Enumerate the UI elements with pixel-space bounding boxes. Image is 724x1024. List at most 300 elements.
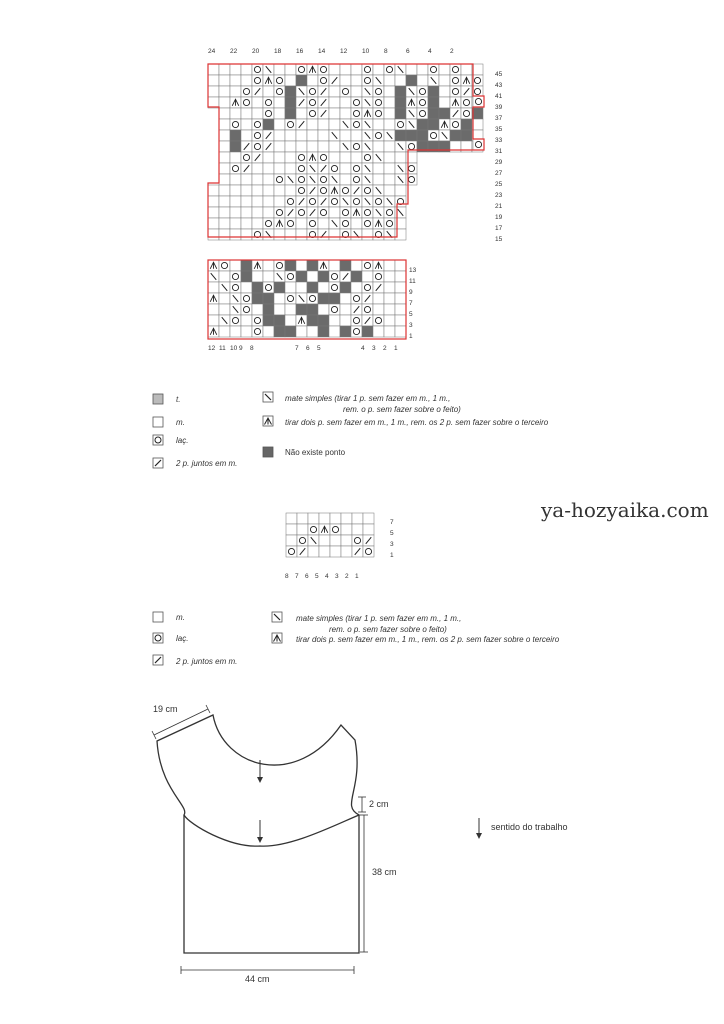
- chart-cell: [285, 282, 296, 293]
- chart3-col-label: 4: [325, 573, 329, 580]
- chart-cell: [428, 97, 439, 108]
- chart-cell: [340, 64, 351, 75]
- chart-cell: [373, 108, 384, 119]
- chart-cell: [318, 304, 329, 315]
- chart1-col-label: 4: [428, 48, 432, 55]
- chart-cell: [296, 218, 307, 229]
- chart2-row-label: 9: [409, 289, 413, 296]
- chart-cell: [241, 260, 252, 271]
- chart-cell: [439, 97, 450, 108]
- chart-cell: [373, 293, 384, 304]
- chart-cell: [362, 218, 373, 229]
- chart-cell: [450, 119, 461, 130]
- chart-cell: [417, 75, 428, 86]
- chart-cell: [285, 119, 296, 130]
- chart-cell: [252, 315, 263, 326]
- chart-cell: [341, 535, 352, 546]
- chart1-row-label: 17: [495, 225, 503, 232]
- chart-cell: [341, 524, 352, 535]
- chart-cell: [318, 185, 329, 196]
- chart-cell: [285, 293, 296, 304]
- chart-cell: [241, 207, 252, 218]
- chart-cell: [230, 163, 241, 174]
- chart-cell: [395, 293, 406, 304]
- chart-cell: [461, 119, 472, 130]
- chart-cell: [329, 97, 340, 108]
- chart-cell: [252, 119, 263, 130]
- chart-cell: [351, 196, 362, 207]
- chart-cell: [307, 315, 318, 326]
- chart-cell: [230, 86, 241, 97]
- chart-cell: [219, 326, 230, 337]
- direction-label: sentido do trabalho: [491, 822, 568, 832]
- chart-cell: [373, 86, 384, 97]
- chart-cell: [340, 75, 351, 86]
- chart-cell: [263, 163, 274, 174]
- chart-cell: [230, 185, 241, 196]
- chart-cell: [263, 218, 274, 229]
- chart-cell: [329, 152, 340, 163]
- chart-cell: [461, 97, 472, 108]
- chart-cell: [428, 108, 439, 119]
- chart-cell: [274, 64, 285, 75]
- chart-cell: [263, 207, 274, 218]
- legend-no-stitch-swatch: [263, 447, 273, 457]
- chart-cell: [351, 130, 362, 141]
- chart-cell: [395, 108, 406, 119]
- ssk-icon: [272, 612, 282, 622]
- chart-cell: [307, 218, 318, 229]
- chart-cell: [263, 326, 274, 337]
- chart-cell: [263, 97, 274, 108]
- chart-cell: [363, 524, 374, 535]
- chart-cell: [472, 119, 483, 130]
- chart-cell: [340, 185, 351, 196]
- chart-cell: [406, 75, 417, 86]
- chart1-row-label: 35: [495, 126, 503, 133]
- chart-cell: [274, 163, 285, 174]
- chart-cell: [263, 108, 274, 119]
- chart-cell: [318, 174, 329, 185]
- chart-cell: [329, 86, 340, 97]
- chart-cell: [285, 315, 296, 326]
- legend2-mate-line1: mate simples (tirar 1 p. sem fazer em m., 1 m.,: [296, 614, 462, 623]
- chart-cell: [461, 130, 472, 141]
- legend-mate-line2: rem. o p. sem fazer sobre o feito): [343, 405, 461, 414]
- chart-cell: [351, 152, 362, 163]
- yoke-width-label: 19 cm: [153, 704, 178, 714]
- chart-cell: [252, 304, 263, 315]
- chart2-col-label: 2: [383, 345, 387, 352]
- chart-cell: [296, 152, 307, 163]
- chart-cell: [208, 75, 219, 86]
- chart-cell: [307, 282, 318, 293]
- chart-cell: [329, 141, 340, 152]
- chart-cell: [340, 282, 351, 293]
- chart-cell: [340, 163, 351, 174]
- chart-cell: [417, 64, 428, 75]
- chart-cell: [351, 174, 362, 185]
- chart-cell: [384, 152, 395, 163]
- chart3-row-label: 3: [390, 541, 394, 548]
- chart2-col-label: 8: [250, 345, 254, 352]
- chart-cell: [373, 229, 384, 240]
- legend1: [153, 392, 549, 468]
- chart3: [285, 513, 394, 580]
- chart1-row-label: 41: [495, 93, 503, 100]
- chart-cell: [384, 260, 395, 271]
- chart-cell: [340, 130, 351, 141]
- chart-cell: [351, 97, 362, 108]
- chart-cell: [384, 108, 395, 119]
- chart-cell: [330, 524, 341, 535]
- chart-cell: [341, 513, 352, 524]
- chart-cell: [274, 293, 285, 304]
- chart-cell: [307, 271, 318, 282]
- chart-cell: [285, 141, 296, 152]
- k2tog-icon: [153, 458, 163, 468]
- chart2-col-label: 6: [306, 345, 310, 352]
- chart-cell: [395, 304, 406, 315]
- chart-cell: [362, 75, 373, 86]
- legend2-m-label: m.: [176, 613, 185, 622]
- chart-cell: [329, 326, 340, 337]
- chart-cell: [241, 185, 252, 196]
- chart1-col-label: 10: [362, 48, 370, 55]
- chart-cell: [219, 75, 230, 86]
- chart-cell: [307, 119, 318, 130]
- chart-cell: [230, 282, 241, 293]
- chart-cell: [307, 130, 318, 141]
- chart-cell: [384, 141, 395, 152]
- chart-cell: [373, 326, 384, 337]
- chart-cell: [274, 119, 285, 130]
- chart-cell: [351, 218, 362, 229]
- chart1-col-label: 8: [384, 48, 388, 55]
- chart-cell: [384, 174, 395, 185]
- chart-cell: [296, 282, 307, 293]
- chart-cell: [285, 304, 296, 315]
- chart-cell: [296, 75, 307, 86]
- chart-cell: [472, 86, 483, 97]
- chart-cell: [274, 207, 285, 218]
- chart-cell: [318, 207, 329, 218]
- chart-cell: [296, 229, 307, 240]
- chart-cell: [285, 75, 296, 86]
- chart-cell: [318, 152, 329, 163]
- chart-cell: [241, 119, 252, 130]
- chart-cell: [241, 97, 252, 108]
- chart-cell: [307, 293, 318, 304]
- chart-cell: [384, 86, 395, 97]
- chart-cell: [428, 64, 439, 75]
- chart-cell: [384, 282, 395, 293]
- chart-cell: [219, 97, 230, 108]
- legend2: [153, 612, 560, 666]
- chart-cell: [208, 229, 219, 240]
- chart1-row-label: 31: [495, 148, 503, 155]
- chart-cell: [329, 260, 340, 271]
- chart-cell: [208, 185, 219, 196]
- chart-cell: [274, 304, 285, 315]
- chart-cell: [219, 141, 230, 152]
- chart-cell: [219, 119, 230, 130]
- chart-cell: [274, 260, 285, 271]
- chart3-col-label: 8: [285, 573, 289, 580]
- chart-cell: [296, 64, 307, 75]
- chart-cell: [428, 119, 439, 130]
- chart-cell: [208, 86, 219, 97]
- chart-cell: [395, 282, 406, 293]
- chart-cell: [219, 271, 230, 282]
- chart-cell: [219, 229, 230, 240]
- chart3-row-label: 1: [390, 552, 394, 559]
- chart-cell: [230, 326, 241, 337]
- chart-cell: [230, 119, 241, 130]
- chart-cell: [286, 513, 297, 524]
- chart2-col-label: 10: [230, 345, 238, 352]
- chart-cell: [329, 196, 340, 207]
- chart-cell: [340, 218, 351, 229]
- chart-cell: [307, 196, 318, 207]
- chart-cell: [373, 271, 384, 282]
- chart2-col-label: 5: [317, 345, 321, 352]
- chart-cell: [230, 174, 241, 185]
- chart-cell: [308, 546, 319, 557]
- chart-cell: [263, 282, 274, 293]
- chart2-col-label: 12: [208, 345, 216, 352]
- chart-cell: [395, 152, 406, 163]
- chart2: [208, 260, 417, 352]
- chart-cell: [330, 546, 341, 557]
- chart-cell: [252, 326, 263, 337]
- chart-cell: [329, 207, 340, 218]
- chart-cell: [307, 326, 318, 337]
- chart-cell: [307, 75, 318, 86]
- chart-cell: [297, 513, 308, 524]
- chart-cell: [252, 185, 263, 196]
- chart-cell: [329, 304, 340, 315]
- chart-cell: [362, 260, 373, 271]
- chart-cell: [340, 229, 351, 240]
- chart-cell: [329, 229, 340, 240]
- chart-cell: [219, 207, 230, 218]
- chart-cell: [208, 196, 219, 207]
- chart2-col-label: 3: [372, 345, 376, 352]
- chart-cell: [351, 75, 362, 86]
- chart-cell: [241, 174, 252, 185]
- chart-cell: [297, 535, 308, 546]
- armhole-label: 2 cm: [369, 799, 389, 809]
- chart-cell: [373, 119, 384, 130]
- chart-cell: [362, 326, 373, 337]
- legend-k2tog-label: 2 p. juntos em m.: [176, 459, 238, 468]
- chart-cell: [318, 293, 329, 304]
- chart-cell: [263, 293, 274, 304]
- chart-cell: [285, 229, 296, 240]
- chart-cell: [252, 163, 263, 174]
- chart-cell: [252, 218, 263, 229]
- chart-cell: [219, 64, 230, 75]
- chart-cell: [308, 524, 319, 535]
- chart-cell: [208, 282, 219, 293]
- chart1-col-label: 2: [450, 48, 454, 55]
- chart-cell: [208, 97, 219, 108]
- chart-cell: [318, 130, 329, 141]
- chart-cell: [241, 282, 252, 293]
- chart-cell: [286, 546, 297, 557]
- chart-cell: [252, 293, 263, 304]
- legend2-m-swatch: [153, 612, 163, 622]
- chart-cell: [395, 185, 406, 196]
- chart-cell: [417, 97, 428, 108]
- chart-cell: [296, 260, 307, 271]
- chart-cell: [241, 108, 252, 119]
- chart-cell: [384, 97, 395, 108]
- chart2-row-label: 7: [409, 300, 413, 307]
- chart-cell: [208, 304, 219, 315]
- k2tog-icon: [153, 655, 163, 665]
- chart-cell: [263, 271, 274, 282]
- chart-cell: [263, 315, 274, 326]
- chart-cell: [352, 513, 363, 524]
- chart-cell: [297, 524, 308, 535]
- chart-cell: [252, 130, 263, 141]
- chart1-col-label: 22: [230, 48, 238, 55]
- chart1-row-label: 29: [495, 159, 503, 166]
- chart-cell: [384, 271, 395, 282]
- chart-cell: [318, 141, 329, 152]
- chart-cell: [395, 271, 406, 282]
- chart-cell: [219, 152, 230, 163]
- chart-cell: [395, 97, 406, 108]
- chart-cell: [241, 326, 252, 337]
- yarn-over-icon: [153, 633, 163, 643]
- chart-cell: [329, 108, 340, 119]
- chart2-col-label: 7: [295, 345, 299, 352]
- chart-cell: [263, 86, 274, 97]
- chart-cell: [318, 119, 329, 130]
- chart3-col-label: 3: [335, 573, 339, 580]
- chart-cell: [285, 271, 296, 282]
- chart-cell: [307, 86, 318, 97]
- chart-cell: [252, 75, 263, 86]
- chart-cell: [340, 108, 351, 119]
- chart-cell: [329, 64, 340, 75]
- chart-cell: [274, 185, 285, 196]
- chart-cell: [230, 260, 241, 271]
- chart-cell: [395, 75, 406, 86]
- chart-cell: [285, 163, 296, 174]
- chart-cell: [241, 75, 252, 86]
- double-decrease-icon: [272, 633, 282, 643]
- chart-cell: [329, 282, 340, 293]
- chart-cell: [373, 97, 384, 108]
- chart-cell: [450, 75, 461, 86]
- chart-cell: [340, 326, 351, 337]
- chart-cell: [362, 207, 373, 218]
- chart-cell: [373, 141, 384, 152]
- chart-cell: [340, 315, 351, 326]
- chart-cell: [373, 130, 384, 141]
- chart-cell: [351, 282, 362, 293]
- chart-cell: [351, 86, 362, 97]
- chart-cell: [384, 64, 395, 75]
- chart-cell: [384, 119, 395, 130]
- chart2-row-label: 3: [409, 322, 413, 329]
- chart1-col-label: 20: [252, 48, 260, 55]
- chart-cell: [340, 174, 351, 185]
- chart-cell: [219, 304, 230, 315]
- chart-cell: [252, 196, 263, 207]
- chart-cell: [241, 196, 252, 207]
- chart-cell: [417, 86, 428, 97]
- body-height-label: 38 cm: [372, 867, 397, 877]
- chart-cell: [395, 326, 406, 337]
- chart-cell: [230, 130, 241, 141]
- chart-cell: [252, 141, 263, 152]
- chart-cell: [219, 196, 230, 207]
- chart-cell: [395, 260, 406, 271]
- chart-cell: [208, 207, 219, 218]
- chart-cell: [252, 64, 263, 75]
- chart-cell: [319, 535, 330, 546]
- chart-cell: [274, 196, 285, 207]
- chart-cell: [373, 196, 384, 207]
- chart-cell: [330, 535, 341, 546]
- legend-mate-line1: mate simples (tirar 1 p. sem fazer em m., 1 m.,: [285, 394, 451, 403]
- chart-cell: [286, 524, 297, 535]
- chart-cell: [351, 64, 362, 75]
- legend-lac-label: laç.: [176, 436, 189, 445]
- chart-cell: [285, 108, 296, 119]
- chart2-row-label: 1: [409, 333, 413, 340]
- chart-cell: [296, 304, 307, 315]
- chart-cell: [219, 86, 230, 97]
- chart-cell: [318, 315, 329, 326]
- chart-cell: [219, 163, 230, 174]
- chart-cell: [340, 293, 351, 304]
- chart-cell: [384, 218, 395, 229]
- chart-cell: [352, 535, 363, 546]
- chart-cell: [296, 207, 307, 218]
- chart-cell: [351, 163, 362, 174]
- chart-cell: [318, 218, 329, 229]
- chart-cell: [296, 271, 307, 282]
- chart-cell: [384, 326, 395, 337]
- chart-cell: [340, 207, 351, 218]
- chart-cell: [307, 97, 318, 108]
- chart-cell: [351, 119, 362, 130]
- ssk-icon: [263, 392, 273, 402]
- chart-cell: [351, 260, 362, 271]
- chart-cell: [461, 64, 472, 75]
- chart-cell: [406, 130, 417, 141]
- chart-cell: [363, 546, 374, 557]
- body-outline: [184, 815, 359, 953]
- chart-cell: [330, 513, 341, 524]
- chart-cell: [362, 152, 373, 163]
- chart2-row-label: 11: [409, 278, 416, 285]
- chart-cell: [230, 229, 241, 240]
- chart-cell: [274, 229, 285, 240]
- chart-cell: [395, 119, 406, 130]
- chart-cell: [373, 174, 384, 185]
- chart-cell: [285, 152, 296, 163]
- chart-cell: [307, 260, 318, 271]
- chart-cell: [341, 546, 352, 557]
- chart-cell: [308, 513, 319, 524]
